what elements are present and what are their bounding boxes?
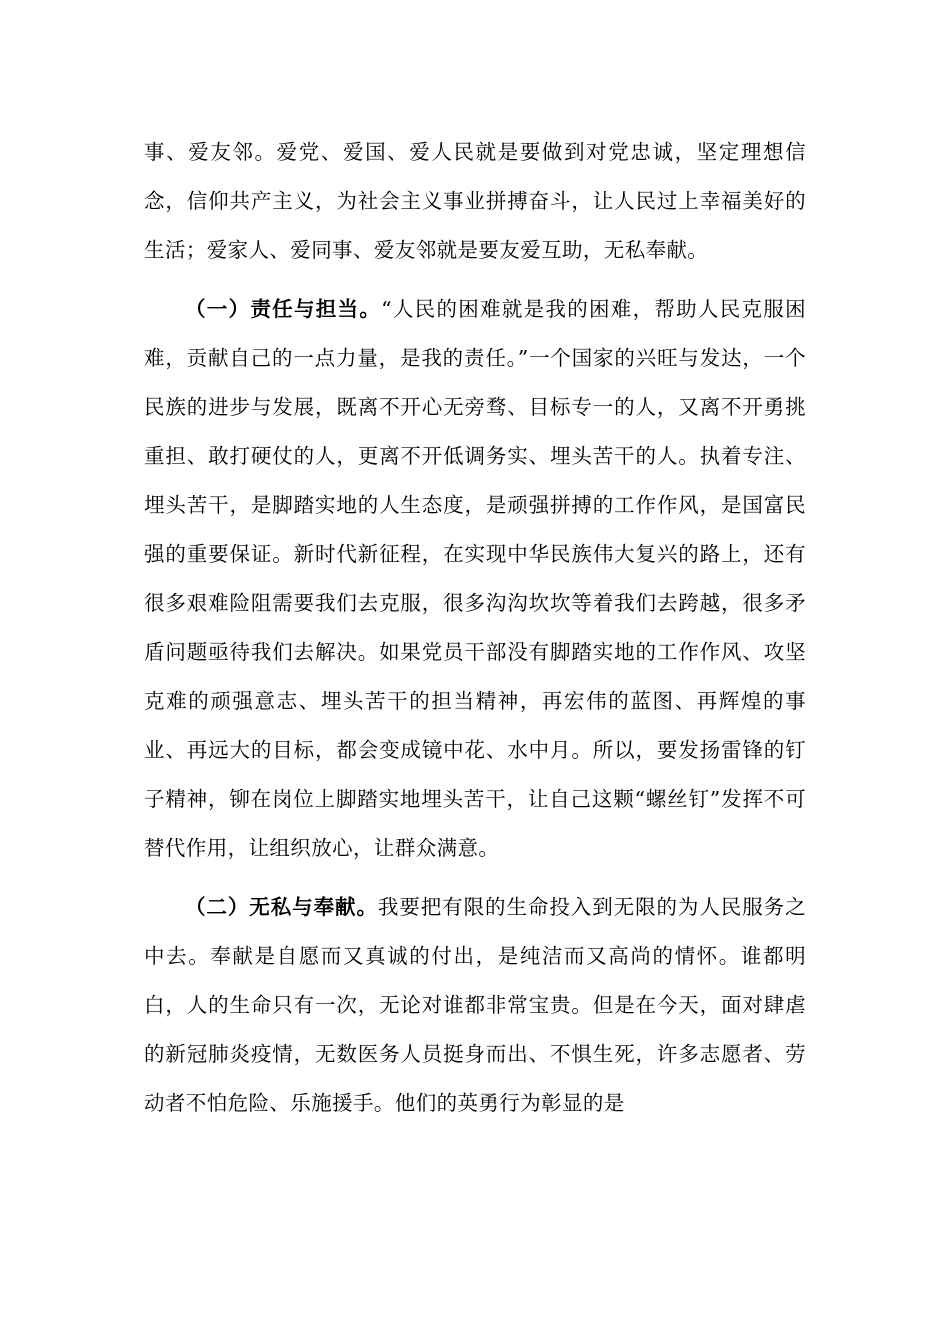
paragraph-dedication	[144, 883, 806, 1128]
paragraph-text: 我要把有限的生命投入到无限的为人民服务之中去。奉献是自愿而又真诚的付出，是纯洁而又高尚的情怀。谁都明白，人的生命只有一次，无论对谁都非常宝贵。但是在今天，面对肆虐的新冠肺炎疫情，无数医务人员挺身而出、不惧生死，许多志愿者、劳动者不怕危险、乐施援手。他们的英勇行为彰显的是	[144, 895, 806, 1115]
paragraph-gap	[144, 275, 806, 285]
document-page	[144, 128, 806, 1128]
section-heading: （二）无私与奉献。	[185, 895, 378, 919]
paragraph-text: 事、爱友邻。爱党、爱国、爱人民就是要做到对党忠诚，坚定理想信念，信仰共产主义，为社会主义事业拼搏奋斗，让人民过上幸福美好的生活；爱家人、爱同事、爱友邻就是要友爱互助，无私奉献。	[144, 140, 806, 262]
paragraph-responsibility	[144, 285, 806, 873]
paragraph-gap	[144, 873, 806, 883]
paragraph-text: “人民的困难就是我的困难，帮助人民克服困难，贡献自己的一点力量，是我的责任。”一个国家的兴旺与发达，一个民族的进步与发展，既离不开心无旁骛、目标专一的人，又离不开勇挑重担、敢打硬仗的人，更离不开低调务实、埋头苦干的人。执着专注、埋头苦干，是脚踏实地的人生态度，是顽强拼搏的工作作风，是国富民强的重要保证。新时代新征程，在实现中华民族伟大复兴的路上，还有很多艰难险阻需要我们去克服，很多沟沟坎坎等着我们去跨越，很多矛盾问题亟待我们去解决。如果党员干部没有脚踏实地的工作作风、攻坚克难的顽强意志、埋头苦干的担当精神，再宏伟的蓝图、再辉煌的事业、再远大的目标，都会变成镜中花、水中月。所以，要发扬雷锋的钉子精神，铆在岗位上脚踏实地埋头苦干，让自己这颗“螺丝钉”发挥不可替代作用，让组织放心，让群众满意。	[144, 297, 806, 860]
section-heading: （一）责任与担当。	[185, 297, 382, 321]
paragraph-continuation	[144, 128, 806, 275]
